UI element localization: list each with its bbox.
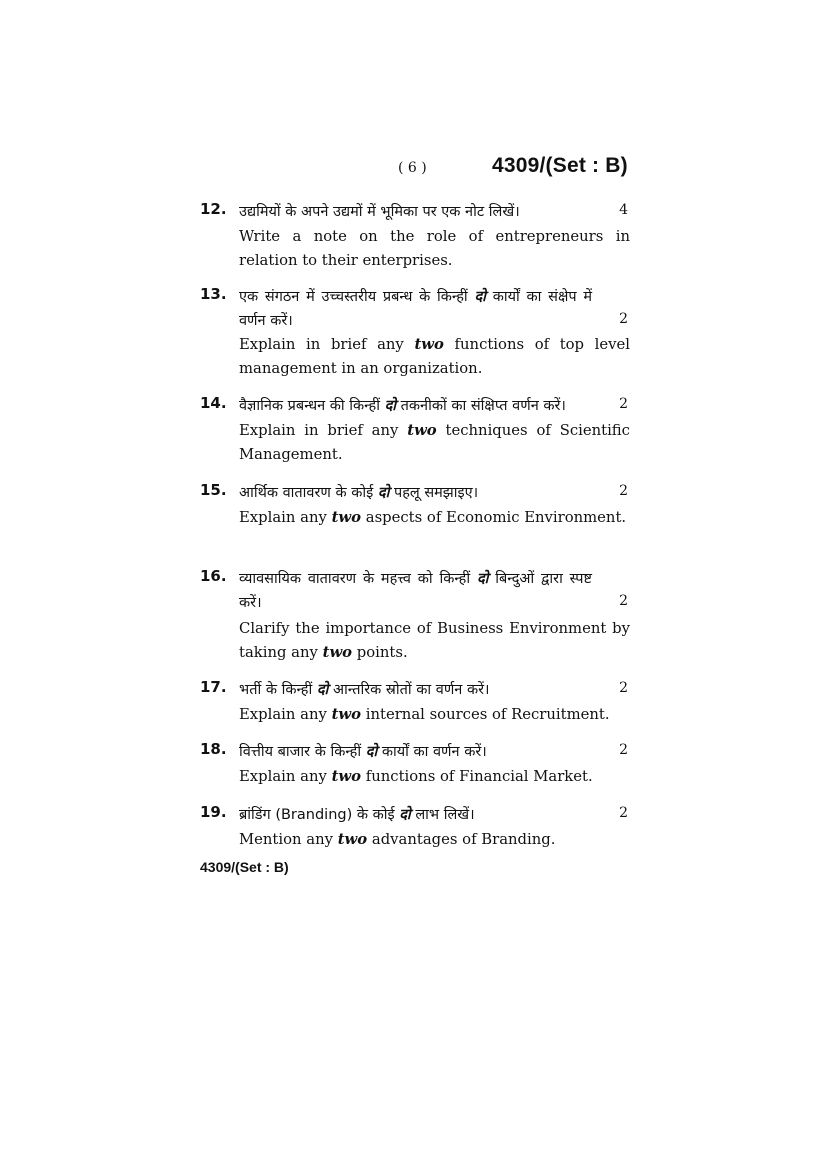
question-number: 17.	[200, 678, 227, 696]
question-english-text: internal sources of Recruitment.	[365, 706, 610, 723]
emphasis-do: दो	[474, 289, 486, 305]
question-hindi-text: कार्यों का संक्षेप में वर्णन करें।	[239, 289, 593, 329]
question-english: Write a note on the role of entrepreneurs in relation to their enterprises.	[239, 228, 630, 269]
question-english-text: functions of Financial Market.	[365, 768, 593, 785]
question-hindi	[239, 740, 630, 764]
question-number: 18.	[200, 740, 227, 758]
question-hindi-text: ब्रांडिंग (Branding) के कोई	[239, 807, 395, 823]
question-marks: 4	[619, 202, 628, 218]
question-hindi-text: पहलू समझाइए।	[393, 485, 479, 501]
emphasis-do: दो	[384, 398, 397, 414]
question-hindi	[239, 200, 630, 224]
question-english-text: Explain any	[239, 706, 327, 723]
question-english-text: advantages of Branding.	[371, 831, 556, 848]
question-hindi	[239, 394, 630, 418]
question-hindi	[239, 567, 630, 615]
question-marks: 2	[619, 680, 628, 696]
emphasis-do: दो	[377, 485, 390, 501]
emphasis-do: दो	[316, 682, 329, 698]
emphasis-two: two	[331, 509, 362, 526]
question-hindi-text: वैज्ञानिक प्रबन्धन की किन्हीं	[239, 398, 380, 414]
question-english	[239, 617, 630, 665]
emphasis-two: two	[407, 422, 437, 439]
question-hindi	[239, 678, 630, 702]
question-number: 19.	[200, 803, 227, 821]
question-english-text: Explain in brief any	[239, 336, 404, 353]
question-marks: 2	[619, 805, 628, 821]
question-english-text: Mention any	[239, 831, 333, 848]
question-number: 15.	[200, 481, 227, 499]
question-number: 13.	[200, 285, 227, 303]
question-hindi-text: आन्तरिक स्रोतों का वर्णन करें।	[332, 682, 490, 698]
emphasis-do: दो	[399, 807, 411, 823]
question-hindi-text: तकनीकों का संक्षिप्त वर्णन करें।	[400, 398, 566, 414]
question-english	[239, 333, 630, 381]
question-hindi-text: आर्थिक वातावरण के कोई	[239, 485, 374, 501]
question-english	[239, 506, 630, 530]
question-english	[239, 419, 630, 467]
emphasis-two: two	[414, 336, 444, 353]
question-english-text: Explain any	[239, 768, 327, 785]
question-marks: 2	[619, 593, 628, 609]
question-marks: 2	[619, 396, 628, 412]
question-english	[239, 703, 630, 727]
question-english-text: Clarify the importance of Business Environment by taking any	[239, 620, 630, 661]
question-english-text: aspects of Economic Environment.	[365, 509, 627, 526]
emphasis-two: two	[331, 768, 362, 785]
question-marks: 2	[619, 483, 628, 499]
question-hindi-text: कार्यों का वर्णन करें।	[381, 744, 487, 760]
emphasis-two: two	[322, 644, 353, 661]
question-number: 14.	[200, 394, 227, 412]
question-hindi-text: वित्तीय बाजार के किन्हीं	[239, 744, 362, 760]
emphasis-do: दो	[476, 571, 489, 587]
emphasis-two: two	[337, 831, 368, 848]
question-number: 12.	[200, 200, 227, 218]
question-english	[239, 828, 630, 852]
footer-set-code: 4309/(Set : B)	[200, 859, 289, 875]
question-marks: 2	[619, 742, 628, 758]
question-hindi-text: व्यावसायिक वातावरण के महत्त्व को किन्हीं	[239, 571, 471, 587]
question-hindi-text: उद्यमियों के अपने उद्यमों में भूमिका पर एक नोट लिखें।	[239, 204, 520, 220]
question-number: 16.	[200, 567, 227, 585]
question-english-text: techniques of Scientific Management.	[239, 422, 630, 463]
paper-set-code: 4309/(Set : B)	[492, 154, 628, 177]
question-english	[239, 765, 630, 789]
question-english-text: functions of top level management in an organization.	[239, 336, 630, 377]
question-hindi	[239, 481, 630, 505]
question-hindi	[239, 803, 630, 827]
question-marks: 2	[619, 311, 628, 327]
question-english-text: Explain any	[239, 509, 327, 526]
question-hindi-text: लाभ लिखें।	[415, 807, 475, 823]
emphasis-two: two	[331, 706, 362, 723]
emphasis-do: दो	[365, 744, 378, 760]
question-hindi	[239, 285, 630, 333]
question-hindi-text: एक संगठन में उच्चस्तरीय प्रबन्ध के किन्हीं	[239, 289, 468, 305]
question-hindi-text: भर्ती के किन्हीं	[239, 682, 313, 698]
question-hindi-text: बिन्दुओं द्वारा स्पष्ट करें।	[239, 571, 592, 611]
question-english-text: points.	[356, 644, 408, 661]
question-english-text: Explain in brief any	[239, 422, 399, 439]
page-number: ( 6 )	[398, 160, 427, 176]
